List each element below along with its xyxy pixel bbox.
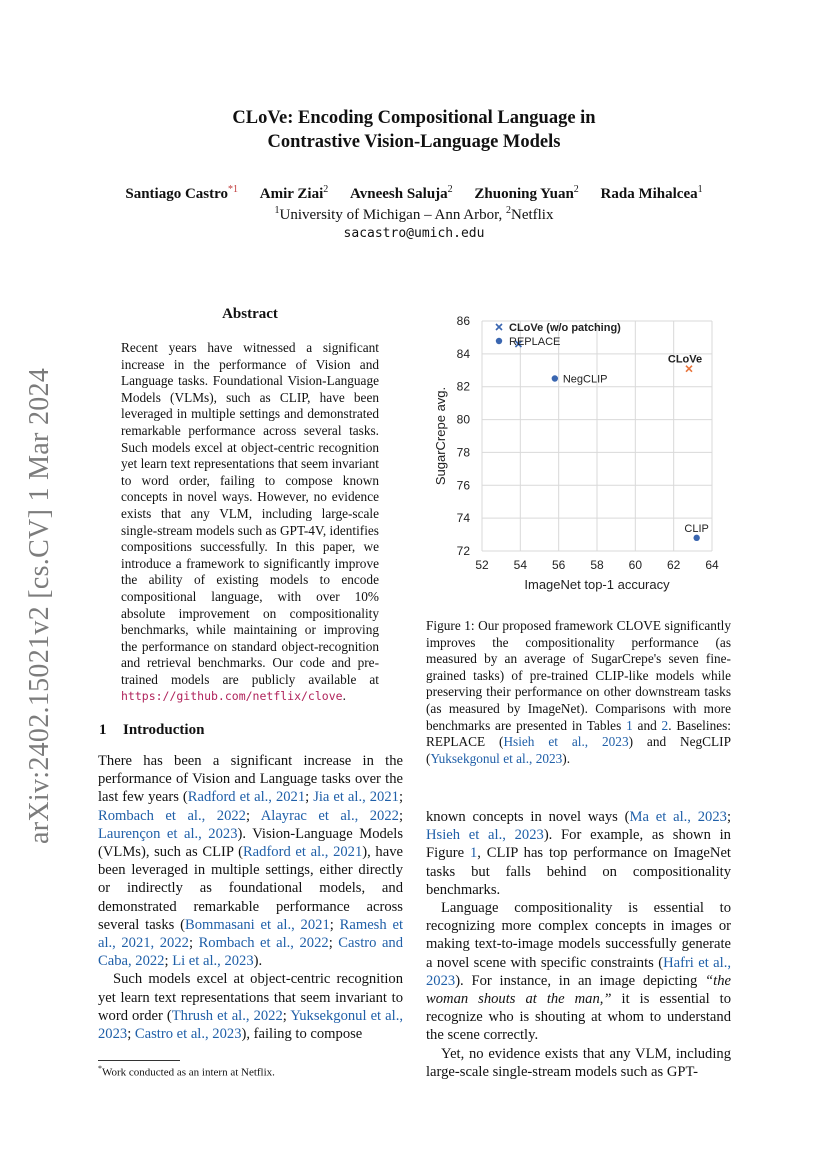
citation-link[interactable]: Rombach et al., 2022 <box>98 807 246 824</box>
citation-link[interactable]: Castro et al., 2023 <box>134 1026 242 1043</box>
text-run: . Baselines: REPLACE ( <box>426 717 731 750</box>
x-tick-label: 58 <box>590 558 604 572</box>
author-name: Zhuoning Yuan <box>474 186 574 202</box>
legend-label: CLoVe (w/o patching) <box>509 322 621 334</box>
abstract-body <box>121 340 379 705</box>
y-axis-label: SugarCrepe avg. <box>433 386 448 486</box>
footnote-rule <box>98 1060 180 1061</box>
citation-link[interactable]: 1 <box>626 717 633 733</box>
citation-link[interactable]: Yuksekgonul et al., 2023 <box>430 750 563 766</box>
x-tick-label: 56 <box>551 558 566 572</box>
footnote-mark: * <box>98 1064 102 1073</box>
citation-link[interactable]: Radford et al., 2021 <box>187 789 306 806</box>
citation-link[interactable]: 1 <box>469 845 478 862</box>
text-run: Language compositionality is essential to recognizing more complex concepts in images or making text-to-image models successfully generate a novel scene with specific constraints ( <box>426 900 731 971</box>
text-run: ; <box>282 1007 291 1024</box>
legend-marker <box>496 324 502 330</box>
author-sup: 1 <box>697 184 703 195</box>
data-point <box>552 375 558 381</box>
citation-link[interactable]: Yuksekgonul et al., 2023 <box>98 1007 403 1043</box>
text-run: ; <box>164 953 173 970</box>
intro-left-column <box>98 752 403 1043</box>
section-number: 1 <box>99 722 107 738</box>
italic-quote: “the woman shouts at the man,” <box>426 972 731 1008</box>
legend-label: REPLACE <box>509 336 561 348</box>
y-tick-label: 86 <box>456 314 470 328</box>
data-point <box>686 366 692 372</box>
abstract-text: Recent years have witnessed a significant increase in the performance of Vision and Language tasks. Foundational Vision-Language Models (VLMs), such as CLIP, have been leveraged in multiple settings and demonstrated remarkable performance across several tasks. Such models excel at object-centric recognition yet learn text representations that seem invariant to word order, failing to compose known concepts in novel ways. However, no evidence exists that any VLM, including large-scale single-stream models such as GPT-4V, identifies compositions successfully. In this paper, we introduce a framework to significantly improve the ability of existing models to encode compositional language, with over 10% absolute improvement on compositionality benchmarks, while maintaining or improving the performance on standard object-recognition and retrieval benchmarks. Our code and pre-trained models are publicly available at <box>121 340 379 687</box>
author-sup: 2 <box>447 184 453 195</box>
text-run: ). For example, as shown in Figure <box>426 827 731 862</box>
text-run: ). Vision-Language Models (VLMs), such as CLIP ( <box>98 825 403 861</box>
text-run: ) and NegCLIP ( <box>426 734 731 766</box>
author-sup: *1 <box>228 184 239 195</box>
caption-text <box>426 618 731 767</box>
affil-sup: 2 <box>505 205 511 216</box>
scatter-plot <box>420 308 740 600</box>
intro-paragraph <box>426 1045 731 1081</box>
data-label: NegCLIP <box>562 373 608 386</box>
arxiv-id: arXiv:2402.15021v2 [cs.CV] 1 Mar 2024 <box>24 367 55 844</box>
author <box>125 186 238 202</box>
citation-link[interactable]: Castro and Caba, 2022 <box>98 935 404 970</box>
x-tick-label: 52 <box>475 558 489 572</box>
affil-sup: 1 <box>274 205 280 216</box>
citation-link[interactable]: 2 <box>661 717 669 733</box>
intro-paragraph <box>98 752 403 970</box>
text-run: it is essential to recognize who is shouting at whom to understand the scene correctly. <box>426 991 731 1044</box>
author <box>474 186 578 202</box>
abstract-heading: Abstract <box>222 306 278 322</box>
data-label: CLoVe <box>667 353 703 366</box>
data-label: CLIP <box>684 522 709 535</box>
text-run: , CLIP has top performance on ImageNet tasks but falls behind on compositionality benchmarks. <box>426 845 731 898</box>
legend-marker <box>496 338 502 344</box>
y-tick-label: 80 <box>456 412 470 427</box>
citation-link[interactable]: Hsieh et al., 2023 <box>426 827 544 844</box>
section-title: Introduction <box>123 722 205 738</box>
author <box>601 186 703 202</box>
footnote <box>98 1064 275 1079</box>
x-tick-label: 62 <box>666 558 681 572</box>
author-name: Rada Mihalcea <box>600 186 698 202</box>
citation-link[interactable]: Bommasani et al., 2021 <box>185 916 330 933</box>
y-tick-label: 82 <box>456 379 470 394</box>
text-run: ). For instance, in an image depicting <box>455 972 706 989</box>
affil-text: Netflix <box>510 207 554 223</box>
text-run: ; <box>305 789 314 806</box>
affiliations <box>0 205 828 224</box>
x-tick-label: 60 <box>628 558 643 572</box>
text-run: known concepts in novel ways ( <box>426 809 630 825</box>
data-point <box>693 535 699 541</box>
section-heading <box>99 722 204 739</box>
y-tick-label: 76 <box>456 478 470 493</box>
text-run: ), failing to compose <box>241 1026 363 1043</box>
text-run: There has been a significant increase in the performance of Vision and Language tasks over the last few years ( <box>98 753 403 806</box>
x-axis-label: ImageNet top-1 accuracy <box>524 577 670 592</box>
text-run: and <box>632 717 662 733</box>
text-run: Such models excel at object-centric recognition yet learn text representations that seem invariant to word order ( <box>98 971 403 1024</box>
citation-link[interactable]: Hafri et al., 2023 <box>426 954 731 989</box>
y-tick-label: 84 <box>456 346 470 361</box>
citation-link[interactable]: Laurençon et al., 2023 <box>98 825 238 842</box>
y-tick-label: 78 <box>456 445 470 460</box>
citation-link[interactable]: Rombach et al., 2022 <box>198 935 329 952</box>
text-run: ; <box>329 916 340 933</box>
citation-link[interactable]: Thrush et al., 2022 <box>171 1007 283 1024</box>
author <box>350 186 453 202</box>
text-run: Yet, no evidence exists that any VLM, including large-scale single-stream models such as GPT- <box>426 1045 731 1080</box>
abstract-end: . <box>342 688 346 704</box>
title-line-1: CLoVe: Encoding Compositional Language in <box>232 108 596 128</box>
author-email[interactable]: sacastro@umich.edu <box>343 226 485 241</box>
x-tick-label: 64 <box>705 558 719 572</box>
author-list <box>0 184 828 203</box>
citation-link[interactable]: Alayrac et al., 2022 <box>260 807 399 824</box>
text-run: ), have been leveraged in multiple settings, either directly or indirectly as foundational models, and demonstrated remarkable performance across several tasks ( <box>98 844 403 933</box>
citation-link[interactable]: Radford et al., 2021 <box>242 844 363 861</box>
author <box>260 186 328 202</box>
y-tick-label: 74 <box>456 511 470 526</box>
text-run: ). <box>253 953 263 970</box>
text-run: ; <box>245 807 261 824</box>
intro-paragraph <box>426 808 731 899</box>
citation-link[interactable]: Jia et al., 2021 <box>313 789 399 806</box>
text-run: ; <box>726 809 731 825</box>
figure-1-scatter <box>420 308 740 600</box>
paper-title <box>0 106 828 154</box>
author-name: Avneesh Saluja <box>350 186 448 202</box>
citation-link[interactable]: Ramesh et al., 2021, 2022 <box>98 916 403 952</box>
citation-link[interactable]: Ma et al., 2023 <box>629 809 727 825</box>
text-run: ; <box>328 935 339 952</box>
text-run: ). <box>562 750 571 766</box>
intro-right-column <box>426 808 731 1081</box>
text-run: ; <box>188 935 199 952</box>
figure-caption <box>426 618 731 767</box>
y-tick-label: 72 <box>456 544 470 558</box>
author-sup: 2 <box>573 184 579 195</box>
footnote-text: Work conducted as an intern at Netflix. <box>102 1066 275 1079</box>
title-line-2: Contrastive Vision-Language Models <box>267 132 561 152</box>
author-name: Santiago Castro <box>125 186 229 202</box>
code-link[interactable]: https://github.com/netflix/clove <box>121 689 343 704</box>
text-run: ; <box>127 1026 135 1043</box>
intro-paragraph <box>426 899 731 1045</box>
text-run: ; <box>398 789 403 806</box>
text-run: Figure 1: Our proposed framework CLOVE significantly improves the compositionality performance (as measured by an average of SugarCrepe's seven fine-grained tasks) of pre-trained CLIP-like models while preserving their performance on other downstream tasks (as measured by ImageNet). Comparisons with more benchmarks are presented in Tables <box>426 618 731 733</box>
author-name: Amir Ziai <box>259 186 324 202</box>
text-run: ; <box>398 807 403 824</box>
intro-paragraph <box>98 970 403 1043</box>
citation-link[interactable]: Li et al., 2023 <box>172 953 254 970</box>
author-sup: 2 <box>323 184 329 195</box>
x-tick-label: 54 <box>513 558 528 572</box>
citation-link[interactable]: Hsieh et al., 2023 <box>503 734 629 750</box>
affil-text: University of Michigan – Ann Arbor, <box>279 207 506 223</box>
